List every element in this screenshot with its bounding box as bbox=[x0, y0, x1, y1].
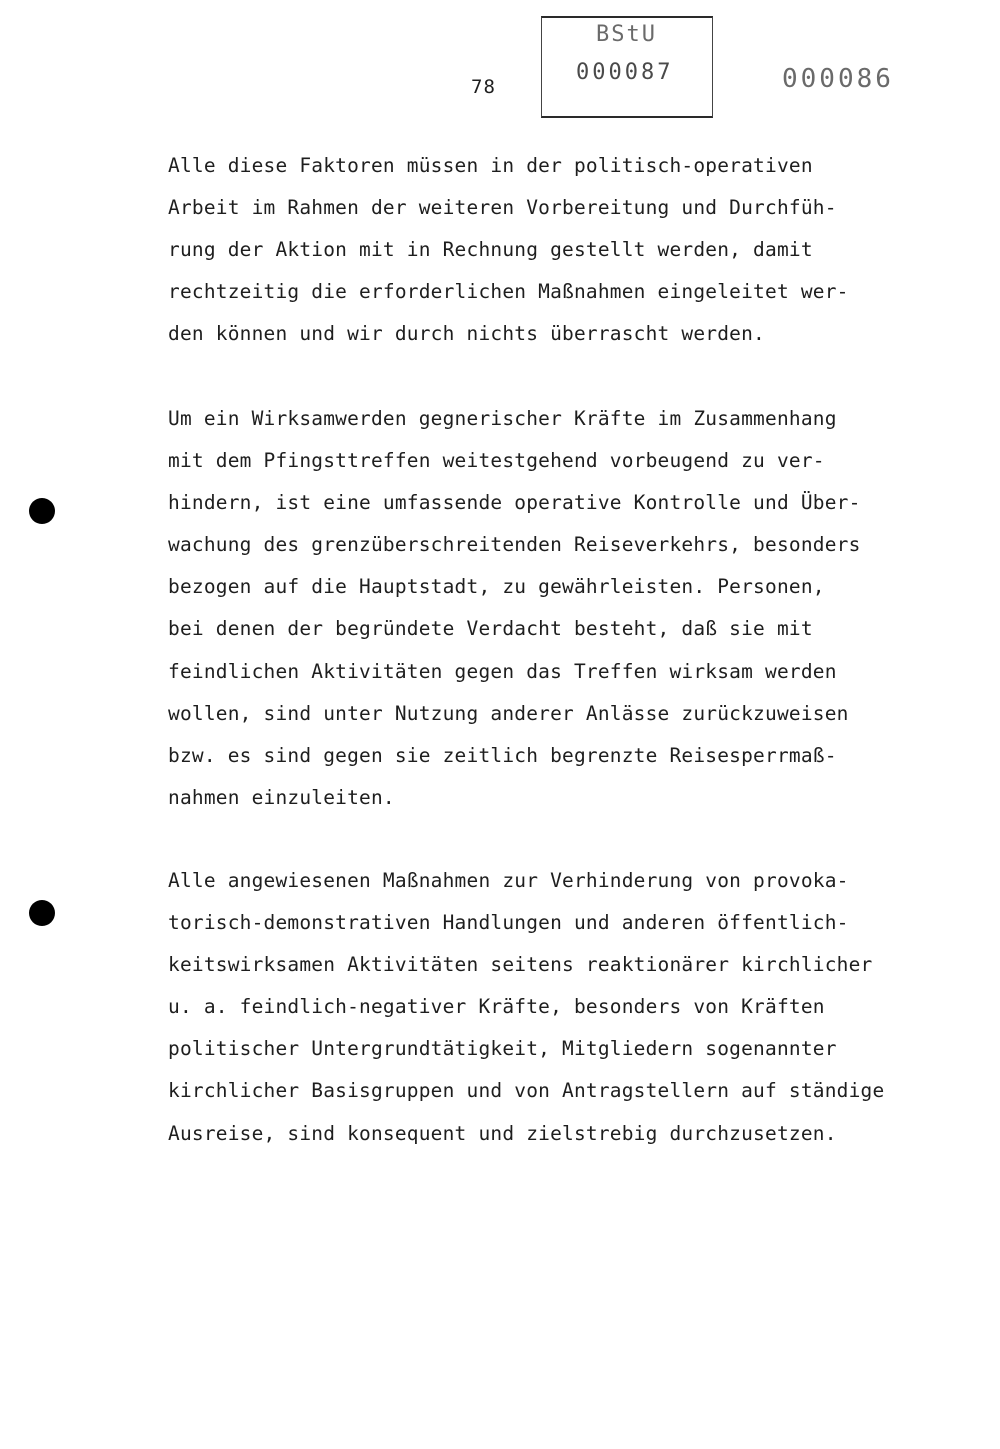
paragraph-line: bei denen der begründete Verdacht besteht, daß sie mit bbox=[168, 617, 813, 641]
margin-bullet-mark bbox=[29, 498, 55, 524]
stamp-title: BStU bbox=[596, 22, 657, 47]
paragraph-line: rechtzeitig die erforderlichen Maßnahmen eingeleitet wer- bbox=[168, 280, 849, 304]
paragraph-line: torisch-demonstrativen Handlungen und anderen öffentlich- bbox=[168, 911, 849, 935]
paragraph-line: kirchlicher Basisgruppen und von Antragstellern auf ständige bbox=[168, 1079, 885, 1103]
paragraph-line: politischer Untergrundtätigkeit, Mitgliedern sogenannter bbox=[168, 1037, 837, 1061]
paragraph-line: u. a. feindlich-negativer Kräfte, besonders von Kräften bbox=[168, 995, 825, 1019]
archive-stamp bbox=[541, 16, 713, 118]
paragraph-line: feindlichen Aktivitäten gegen das Treffen wirksam werden bbox=[168, 659, 837, 683]
paragraph-line: hindern, ist eine umfassende operative Kontrolle und Über- bbox=[168, 491, 861, 515]
page-number: 78 bbox=[471, 76, 496, 98]
archive-number: 000086 bbox=[782, 64, 894, 94]
paragraph-line: Alle angewiesenen Maßnahmen zur Verhinderung von provoka- bbox=[168, 869, 849, 892]
paragraph-2 bbox=[168, 398, 928, 819]
paragraph-line: bezogen auf die Hauptstadt, zu gewährleisten. Personen, bbox=[168, 575, 825, 599]
paragraph-line: wollen, sind unter Nutzung anderer Anlässe zurückzuweisen bbox=[168, 701, 849, 725]
paragraph-line: Ausreise, sind konsequent und zielstrebig durchzusetzen. bbox=[168, 1121, 837, 1145]
paragraph-line: Arbeit im Rahmen der weiteren Vorbereitung und Durchfüh- bbox=[168, 196, 837, 220]
stamp-number: 000087 bbox=[576, 60, 674, 85]
paragraph-line: bzw. es sind gegen sie zeitlich begrenzte Reisesperrmaß- bbox=[168, 743, 837, 767]
paragraph-line: wachung des grenzüberschreitenden Reiseverkehrs, besonders bbox=[168, 533, 861, 557]
paragraph-line: Um ein Wirksamwerden gegnerischer Kräfte im Zusammenhang bbox=[168, 407, 837, 430]
paragraph-3 bbox=[168, 860, 928, 1155]
paragraph-line: keitswirksamen Aktivitäten seitens reaktionärer kirchlicher bbox=[168, 953, 873, 977]
paragraph-line: mit dem Pfingsttreffen weitestgehend vorbeugend zu ver- bbox=[168, 449, 825, 473]
paragraph-line: nahmen einzuleiten. bbox=[168, 785, 395, 809]
paragraph-line: Alle diese Faktoren müssen in der politisch-operativen bbox=[168, 154, 813, 177]
margin-bullet-mark bbox=[29, 900, 55, 926]
paragraph-line: rung der Aktion mit in Rechnung gestellt werden, damit bbox=[168, 238, 813, 262]
paragraph-line: den können und wir durch nichts überrascht werden. bbox=[168, 322, 765, 346]
paragraph-1 bbox=[168, 145, 928, 355]
